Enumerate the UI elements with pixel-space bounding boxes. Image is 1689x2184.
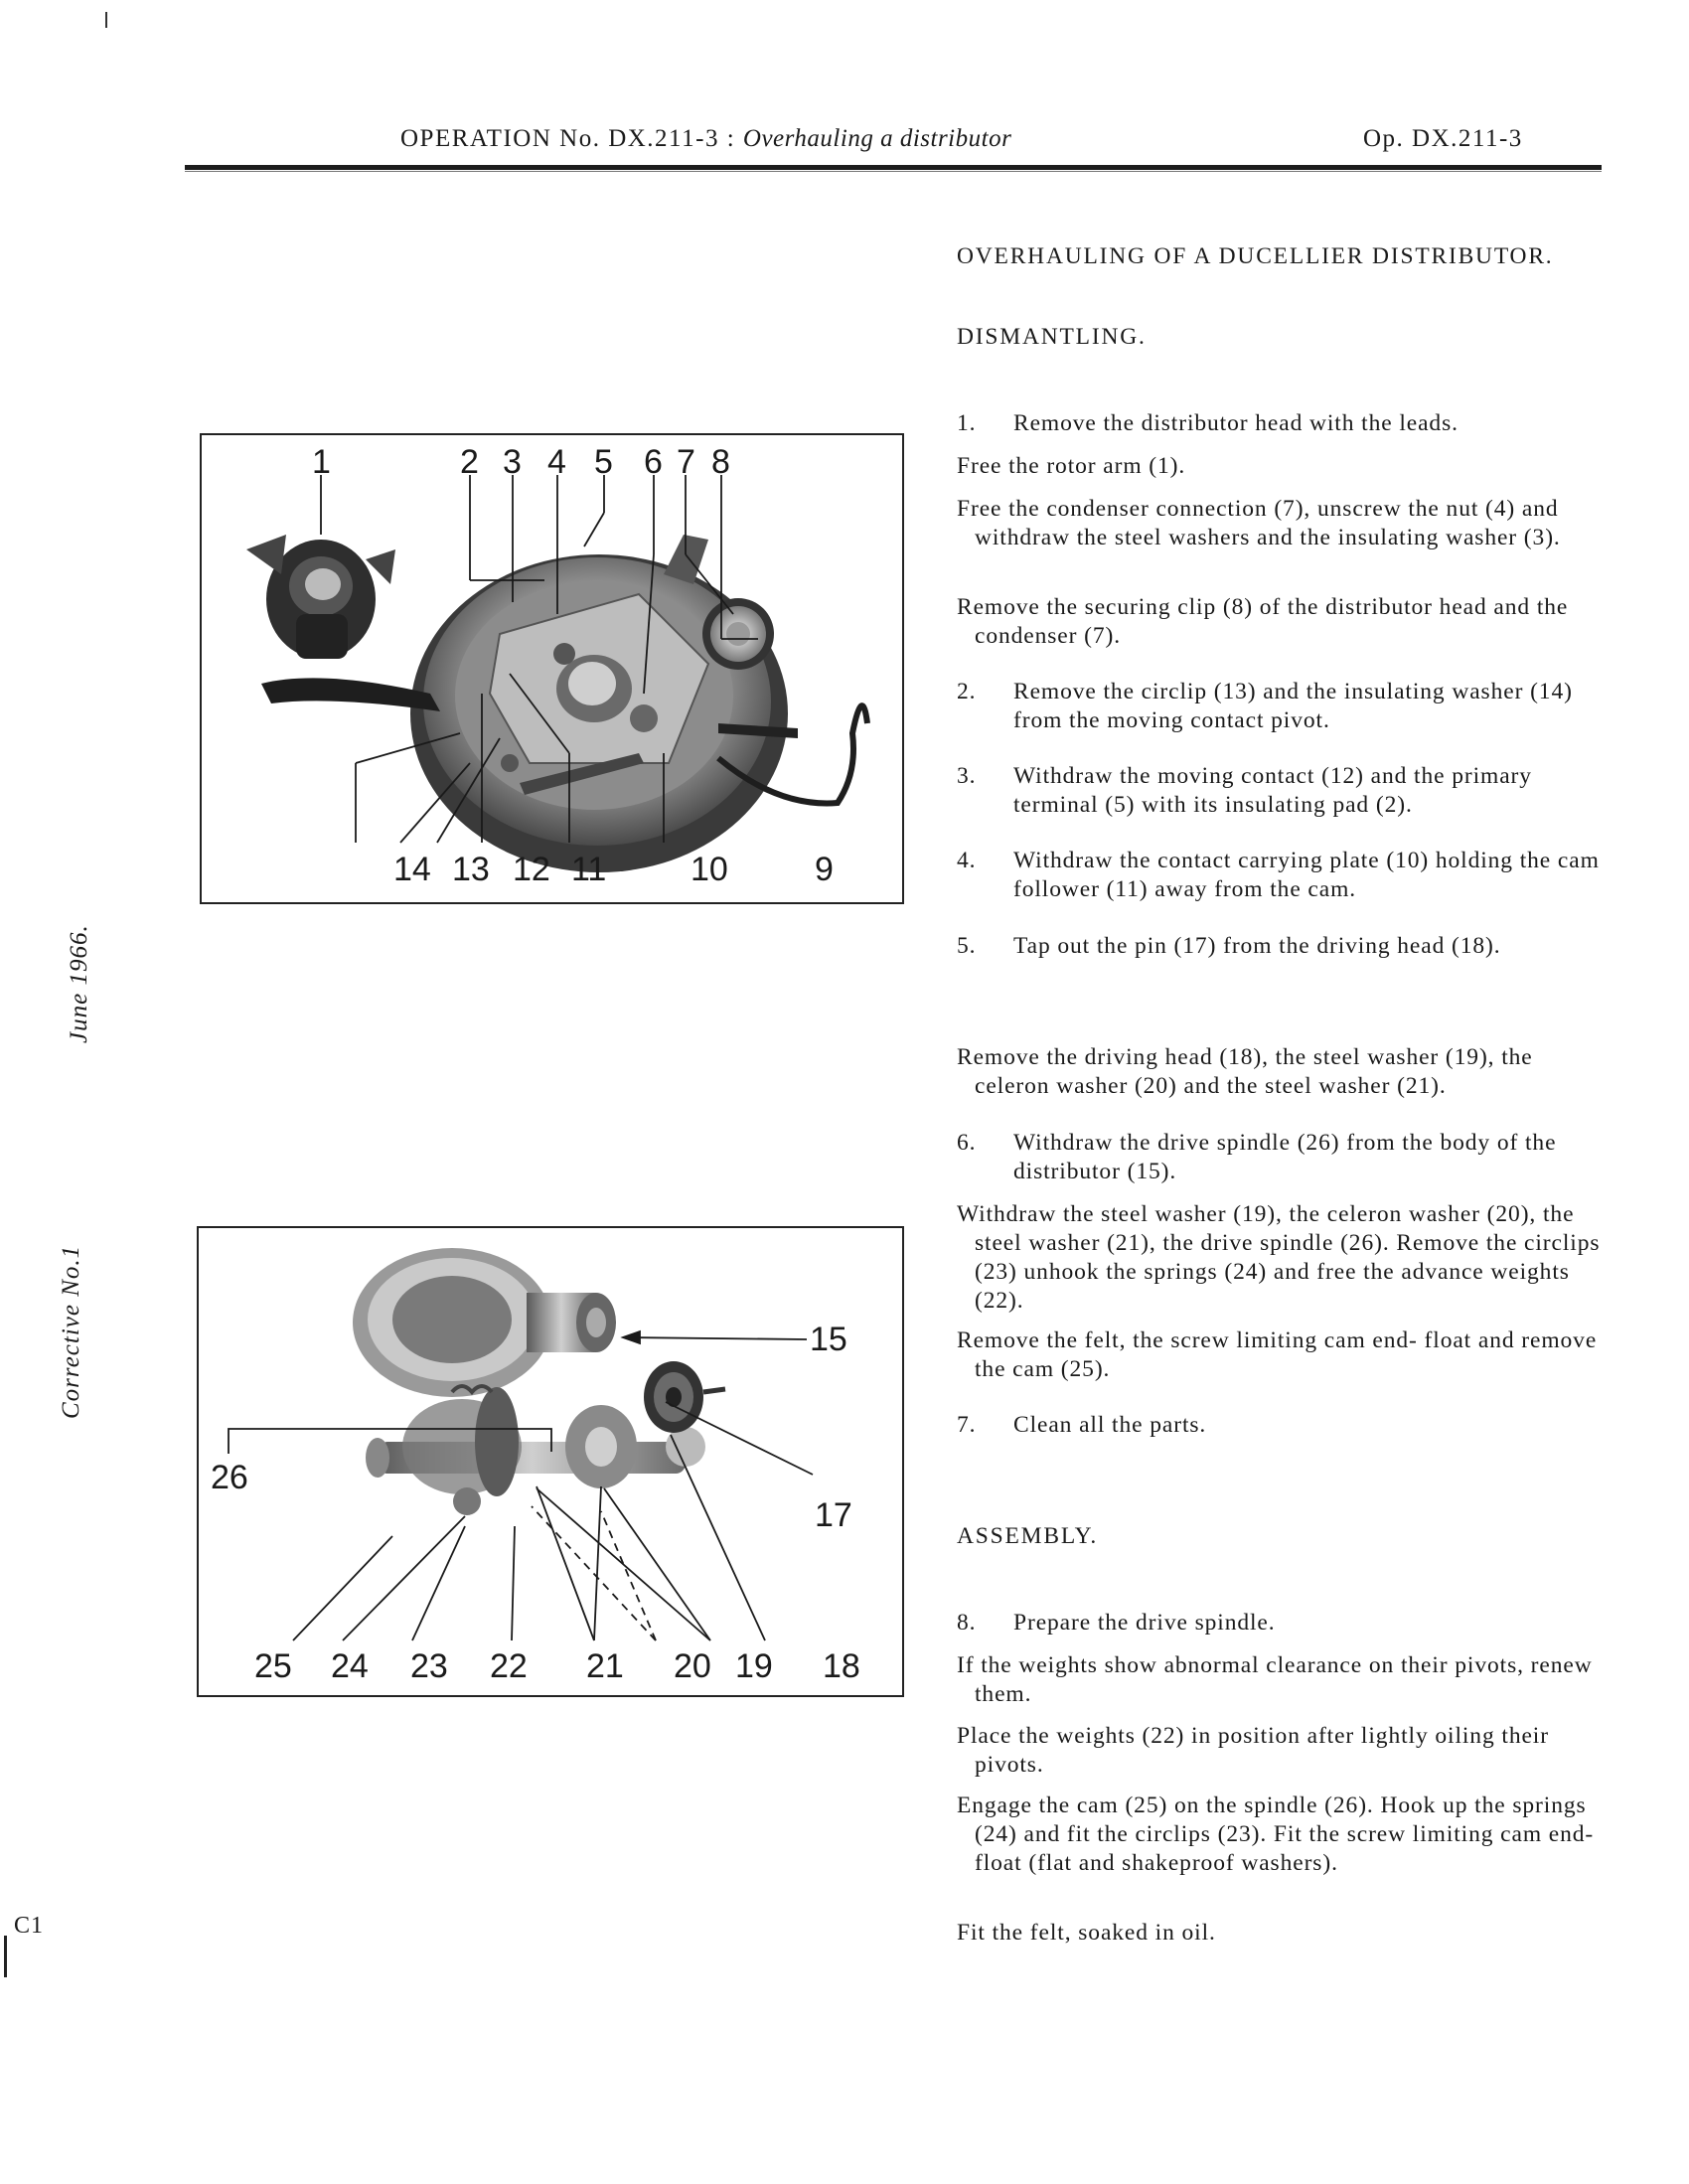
step-number: 2. (957, 679, 977, 704)
step-number: 6. (957, 1130, 977, 1156)
paragraph-felt (957, 1326, 1612, 1384)
label-10: 10 (691, 851, 728, 888)
corrective-note: Corrective No.1 (58, 1244, 84, 1419)
label-21: 21 (586, 1647, 624, 1685)
page-code: C1 (14, 1913, 45, 1939)
drive-spindle-diagram (199, 1228, 902, 1695)
step-text: Tap out the pin (17) from the driving head (18). (1013, 933, 1501, 959)
label-4: 4 (547, 443, 566, 481)
distributor-diagram (202, 435, 902, 902)
step-text: Withdraw the moving contact (12) and the primary terminal (5) with its insulating pad (2). (1013, 763, 1532, 818)
label-1: 1 (312, 443, 331, 481)
step-2 (957, 678, 1612, 735)
paragraph-text: Withdraw the steel washer (19), the celeron washer (20), the steel washer (21), the drive spindle (26). Remove the circlips (23) unhook the springs (24) and free the advance weights (22). (957, 1201, 1601, 1314)
label-15: 15 (810, 1321, 847, 1358)
figure-distributor-body (200, 433, 904, 904)
binding-mark (4, 1936, 7, 1977)
step-text: Withdraw the drive spindle (26) from the body of the distributor (15). (1013, 1130, 1557, 1184)
step-number: 3. (957, 763, 977, 789)
label-6: 6 (644, 443, 663, 481)
label-24: 24 (331, 1647, 369, 1685)
dismantling-heading: DISMANTLING. (957, 324, 1147, 350)
paragraph-withdraw (957, 1200, 1612, 1316)
paragraph-text: Fit the felt, soaked in oil. (957, 1920, 1216, 1946)
step-7 (957, 1411, 1612, 1440)
rotor-arm-image (246, 535, 395, 659)
operation-header (400, 125, 1011, 153)
distributor-housing-image (353, 1248, 616, 1397)
paragraph-felt-fit (957, 1919, 1612, 1948)
label-25: 25 (254, 1647, 292, 1685)
section-title: OVERHAULING OF A DUCELLIER DISTRIBUTOR. (957, 243, 1554, 269)
header-rule-thin (185, 171, 1602, 172)
step-text: Prepare the drive spindle. (1013, 1610, 1276, 1636)
paragraph-rotor (957, 452, 1612, 481)
paragraph-text: Free the rotor arm (1). (957, 453, 1186, 479)
step-text: Remove the circlip (13) and the insulating washer (14) from the moving contact pivot. (1013, 679, 1573, 733)
label-19: 19 (735, 1647, 773, 1685)
paragraph-condenser (957, 495, 1612, 552)
label-11: 11 (571, 851, 607, 888)
label-22: 22 (490, 1647, 528, 1685)
paragraph-text: Engage the cam (25) on the spindle (26). Hook up the springs (24) and fit the circlips (23). Fit the screw limiting cam end-float (flat and shakeproof washers). (957, 1793, 1595, 1876)
driving-head-image (644, 1361, 725, 1433)
step-number: 8. (957, 1610, 977, 1636)
paragraph-weights-place (957, 1722, 1612, 1780)
label-23: 23 (410, 1647, 448, 1685)
header-rule (185, 165, 1602, 170)
step-number: 1. (957, 410, 977, 436)
operation-reference: Op. DX.211-3 (1363, 125, 1523, 152)
label-3: 3 (503, 443, 522, 481)
paragraph-clip (957, 593, 1612, 651)
assembly-heading: ASSEMBLY. (957, 1523, 1099, 1549)
label-5: 5 (594, 443, 613, 481)
step-number: 5. (957, 933, 977, 959)
label-9: 9 (815, 851, 834, 888)
label-20: 20 (674, 1647, 711, 1685)
condenser-image (702, 598, 774, 670)
step-text: Withdraw the contact carrying plate (10) holding the cam follower (11) away from the cam. (1013, 848, 1600, 902)
paragraph-text: Free the condenser connection (7), unscrew the nut (4) and withdraw the steel washers and the insulating washer (3). (957, 496, 1561, 550)
paragraph-text: Remove the felt, the screw limiting cam end- float and remove the cam (25). (957, 1327, 1598, 1382)
step-1 (957, 409, 1612, 438)
figure-drive-spindle (197, 1226, 904, 1697)
paragraph-driving-head (957, 1043, 1612, 1101)
operation-title: Overhauling a distributor (742, 125, 1012, 152)
operation-number: OPERATION No. DX.211-3 : (400, 125, 736, 152)
label-12: 12 (513, 851, 550, 888)
step-4 (957, 847, 1612, 904)
step-6 (957, 1129, 1612, 1186)
step-number: 4. (957, 848, 977, 873)
label-18: 18 (823, 1647, 860, 1685)
step-8 (957, 1609, 1612, 1638)
label-14: 14 (393, 851, 431, 888)
date-note: June 1966. (66, 924, 92, 1043)
leader-lines (229, 1331, 813, 1640)
paragraph-text: Remove the driving head (18), the steel washer (19), the celeron washer (20) and the steel washer (21). (957, 1044, 1533, 1099)
paragraph-text: If the weights show abnormal clearance on their pivots, renew them. (957, 1652, 1593, 1707)
step-3 (957, 762, 1612, 820)
label-7: 7 (677, 443, 695, 481)
paragraph-cam (957, 1792, 1612, 1878)
paragraph-weights-check (957, 1651, 1612, 1709)
step-text: Remove the distributor head with the leads. (1013, 410, 1459, 436)
label-26: 26 (211, 1459, 248, 1496)
step-number: 7. (957, 1412, 977, 1438)
paragraph-text: Remove the securing clip (8) of the distributor head and the condenser (7). (957, 594, 1569, 649)
step-5 (957, 932, 1612, 961)
label-13: 13 (452, 851, 490, 888)
scan-mark (105, 12, 107, 28)
label-17: 17 (815, 1496, 852, 1534)
paragraph-text: Place the weights (22) in position after lightly oiling their pivots. (957, 1723, 1549, 1778)
label-8: 8 (711, 443, 730, 481)
step-text: Clean all the parts. (1013, 1412, 1207, 1438)
label-2: 2 (460, 443, 479, 481)
